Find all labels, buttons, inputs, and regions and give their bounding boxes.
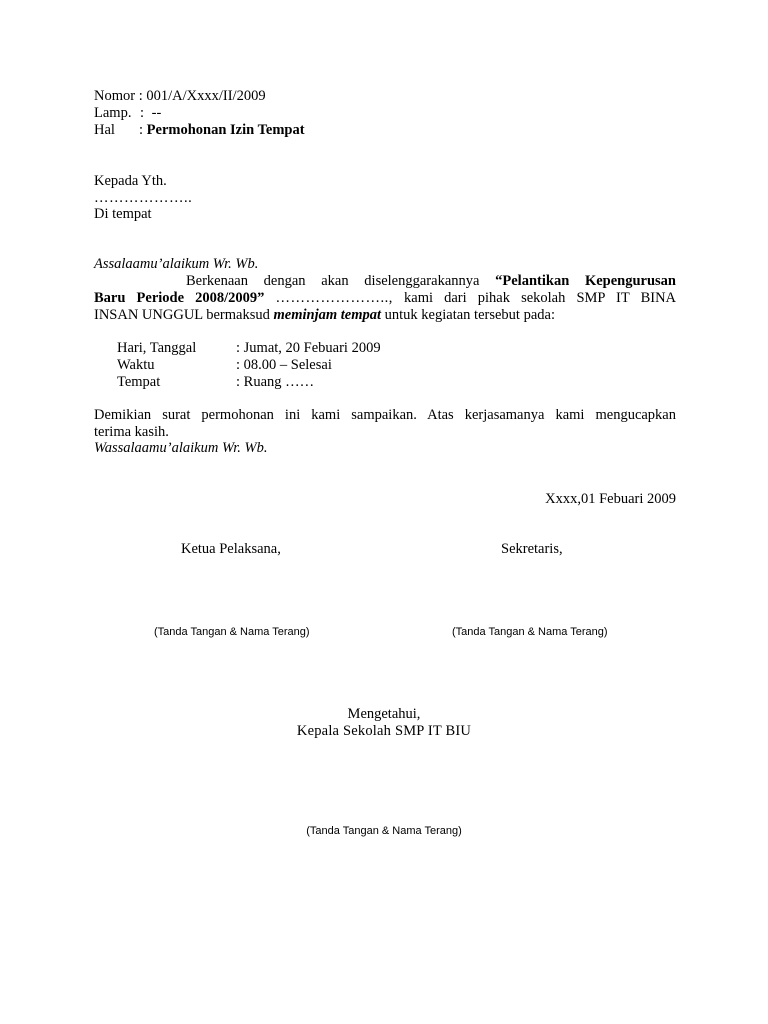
body-line-2-text: kami dari pihak sekolah SMP IT BINA: [404, 290, 677, 306]
detail-row-place: [117, 374, 314, 391]
body-line-2-dots: …………………..,: [275, 290, 393, 306]
nomor-separator: :: [138, 88, 143, 104]
closing-line-1: Demikian surat permohonan ini kami sampaikan. Atas kerjasamanya kami mengucapkan: [94, 407, 676, 423]
body-line-1-bold: “Pelantikan Kepengurusan: [495, 273, 676, 289]
lamp-label: Lamp.: [94, 105, 132, 121]
left-signature-placeholder: (Tanda Tangan & Nama Terang): [154, 626, 310, 638]
body-line-2-bold: Baru Periode 2008/2009”: [94, 290, 265, 306]
body-line-1-text: Berkenaan dengan akan diselenggarakannya: [186, 273, 480, 289]
detail-value: : Jumat, 20 Febuari 2009: [236, 340, 381, 356]
detail-value: : 08.00 – Selesai: [236, 357, 332, 373]
right-signatory-role: Sekretaris,: [501, 541, 563, 557]
recipient-line-1: Kepada Yth.: [94, 173, 167, 189]
detail-label: Hari, Tanggal: [117, 340, 197, 356]
nomor-line: [94, 88, 266, 105]
greeting: Assalaamu’alaikum Wr. Wb.: [94, 256, 259, 272]
closing-salam: Wassalaamu’alaikum Wr. Wb.: [94, 440, 268, 456]
nomor-label: Nomor: [94, 88, 136, 104]
body-line-3-text-b: untuk kegiatan tersebut pada:: [384, 307, 555, 323]
principal-role: Kepala Sekolah SMP IT BIU: [296, 723, 472, 739]
body-line-1: [186, 273, 676, 290]
hal-value: Permohonan Izin Tempat: [146, 122, 305, 138]
knowing-label: Mengetahui,: [347, 706, 421, 722]
detail-value: : Ruang ……: [236, 374, 315, 390]
hal-separator: :: [139, 122, 144, 138]
left-signatory-role: Ketua Pelaksana,: [181, 541, 281, 557]
recipient-line-2: ………………..: [94, 190, 193, 206]
detail-row-date: [117, 340, 381, 357]
recipient-line-3: Di tempat: [94, 206, 152, 222]
date-place: Xxxx,01 Febuari 2009: [545, 491, 676, 507]
lamp-separator: :: [140, 105, 145, 121]
principal-signature-placeholder: (Tanda Tangan & Nama Terang): [306, 825, 462, 837]
closing-line-2: terima kasih.: [94, 424, 169, 440]
lamp-value: --: [151, 105, 162, 121]
body-line-3: [94, 307, 676, 324]
nomor-value: 001/A/Xxxx/II/2009: [146, 88, 266, 104]
body-line-2: [94, 290, 676, 307]
detail-label: Tempat: [117, 374, 161, 390]
right-signature-placeholder: (Tanda Tangan & Nama Terang): [452, 626, 608, 638]
hal-line: [94, 122, 305, 139]
detail-label: Waktu: [117, 357, 155, 373]
hal-label: Hal: [94, 122, 115, 138]
body-line-3-emphasis: meminjam tempat: [273, 307, 382, 323]
body-line-3-text-a: INSAN UNGGUL bermaksud: [94, 307, 270, 323]
lamp-line: [94, 105, 161, 122]
detail-row-time: [117, 357, 332, 374]
